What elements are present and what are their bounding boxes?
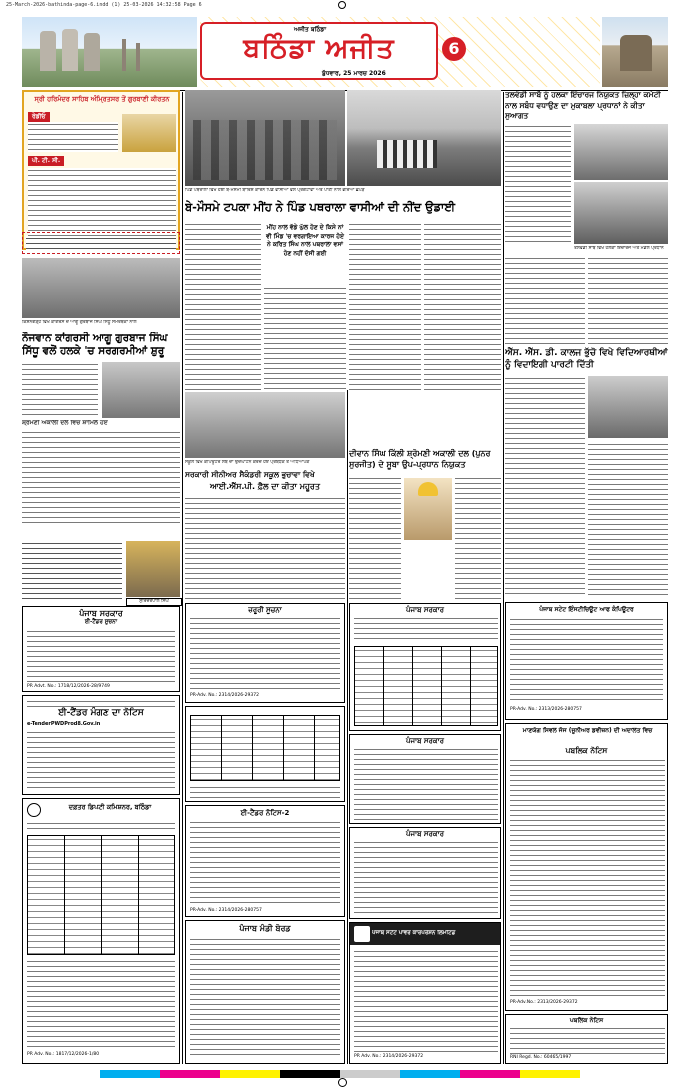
pspcl-title: ਪੰਜਾਬ ਸਟੇਟ ਪਾਵਰ ਕਾਰਪੋਰੇਸ਼ਨ ਲਿਮਟਿਡ: [372, 930, 456, 936]
ad-public-notice: [505, 723, 668, 1011]
notice-etender-2: [185, 805, 345, 917]
congress-headline: ਨੌਜਵਾਨ ਕਾਂਗਰਸੀ ਆਗੂ ਗੁਰਬਾਜ ਸਿੰਘ ਸਿੱਧੂ ਵਲੋਂ ਹਲਕੇ 'ਚ ਸਰਗਰਮੀਆਂ ਸ਼ੁਰੂ: [22, 332, 168, 357]
surinderpal-caption: ਸੁਰਿੰਦਰਪਾਲ ਸਿੰਘ: [126, 598, 182, 606]
talwandi-leader-photo-1: [574, 124, 668, 180]
masthead-brand-small: ਅਜੀਤ ਬਠਿੰਡਾ: [294, 26, 327, 33]
ad-bottom-title: ਪਬਲਿਕ ਨੋਟਿਸ: [569, 1017, 604, 1024]
column-rule: [503, 92, 504, 1064]
talwandi-leader-photo-2: [574, 182, 668, 244]
school-photo-caption: ਸਕੂਲ ਵਿਖੇ ਕੰਪਿਊਟਰ ਲੈਬ ਦਾ ਉਦਘਾਟਨ ਕਰਦੇ ਹੋਏ ਪ੍ਰਬੰਧਕ ਤੇ ਅਧਿਆਪਕ: [185, 460, 310, 465]
ad-etender: [22, 695, 180, 795]
pathrala-photo-caption: ਪਿੰਡ ਪਥਰਾਲਾ ਵਿਖੇ ਹੋਈ ਬੇ-ਮੌਸਮੀ ਬਾਰਿਸ਼ ਕਾਰਨ ਪਿੰਡ ਵਾਸੀਆਂ ਵਲੋਂ ਪ੍ਰਗਟਾਵਾ ਅਤੇ ਪਾਣੀ ਨਾਲ ਭਰਿਆ ਛੱਪੜ: [185, 188, 365, 193]
kirtan-box-title: ਸ੍ਰੀ ਹਰਿਮੰਦਰ ਸਾਹਿਬ ਅੰਮ੍ਰਿਤਸਰ ਤੋਂ ਗੁਰਬਾਣੀ ਕੀਰਤਨ: [34, 95, 170, 103]
ad-computer-institute: [505, 602, 668, 720]
ad-etender-title: ਈ-ਟੈਂਡਰ ਮੰਗਣ ਦਾ ਨੋਟਿਸ: [58, 708, 144, 718]
ad-punjab-sarkar-subtitle: ਈ-ਟੈਂਡਰ ਸੂਚਨਾ: [84, 619, 118, 625]
talwandi-photo-caption: ਤਲਵੰਡੀ ਸਾਬੋ ਵਿਖੇ ਹਲਕਾ ਇੰਚਾਰਜ ਅਤੇ ਮੰਡਲ ਪ੍ਰਧਾਨ: [574, 246, 664, 251]
masthead-title-block: [200, 22, 438, 80]
ad-public-notice-title: ਪਬਲਿਕ ਨੋਟਿਸ: [565, 746, 608, 755]
congress-photo-caption: ਕਿਸ਼ਨਗੜ੍ਹ ਵਿਖੇ ਕਾਂਗਰਸ ਦੇ ਆਗੂ ਗੁਰਬਾਜ ਸਿੰਘ ਸਿੱਧੂ ਸਮਰਥਕਾਂ ਨਾਲ: [22, 320, 137, 325]
college-headline: ਐੱਸ. ਐੱਸ. ਡੀ. ਕਾਲਜ ਭੁੱਚੋ ਵਿਖੇ ਵਿਦਿਆਰਥੀਆਂ ਨੂੰ ਵਿਦਾਇਗੀ ਪਾਰਟੀ ਦਿੱਤੀ: [505, 348, 668, 370]
ad-bottom-ref: RNI Regd. No.: 60465/1997: [510, 1055, 572, 1060]
ad-punjab-sarkar: [22, 606, 180, 692]
column-rule: [182, 92, 183, 1064]
school-subhead: ਆਈ.ਐੱਸ.ਪੀ. ਫ਼ੈਲ ਦਾ ਕੀਤਾ ਮਹੂਰਤ: [210, 482, 320, 491]
pull-quote-box: [264, 222, 346, 282]
pspcl-logo-icon: [354, 926, 370, 942]
ad-public-notice-ref: PR-Adv.No.: 2313/2026-29372: [510, 1000, 578, 1005]
page-number: 6: [448, 39, 460, 58]
school-lab-photo: [185, 392, 345, 458]
ad-institute-title: ਪੰਜਾਬ ਸਟੇਟ ਇੰਸਟੀਚਿਊਟ ਆਫ ਕੰਪਿਊਟਰ: [539, 606, 634, 613]
masthead: [22, 17, 668, 91]
pull-quote: ਮੀਂਹ ਨਾਲ ਵੱਡੇ ਘੁੱਲ ਹੋਣ ਦੇ ਕਿਸੇ ਨਾਂ ਵੀ ਮਿੰਡ 'ਚ ਵਰਗਾਇਆ ਕਾਰਜ ਹੋਏ ਨੇ ਕਰਿਤ ਸਿੰਘ ਨਾਲ ਪਥਰਾਲਾ ਵਸਾਂ ਹੋਣ ਨਹੀਂ ਦੱਸੀ ਗਈ: [266, 224, 344, 257]
right-headline-top: ਤਲਵੰਡੀ ਸਾਬੋ ਨੂੰ ਹਲਕਾ ਇੰਚਾਰਜ ਨਿਯੁਕਤ ਜ਼ਿਲ੍ਹਾ ਕਮੇਟੀ ਨਾਲ ਸਬੰਧ ਵਧਾਉਣ ਦਾ ਮੁਕਾਬਲਾ ਪ੍ਰਧਾਨਾਂ ਨੇ ਕੀਤਾ ਸੁਆਗਤ: [505, 90, 661, 120]
akali-subbox-headline: ਸ਼੍ਰੋਮਣੀ ਅਕਾਲੀ ਦਲ ਵਿਚ ਸ਼ਾਮਿਲ ਹੋਏ: [22, 420, 108, 426]
color-registration-bar: [100, 1070, 580, 1078]
ad-dc-table: [27, 835, 175, 955]
emblem-icon: [27, 803, 41, 817]
ad-punjab-sarkar-title: ਪੰਜਾਬ ਸਰਕਾਰ: [79, 609, 123, 618]
notice-punjab-3-title: ਪੰਜਾਬ ਸਰਕਾਰ: [405, 830, 444, 838]
masthead-title: ਬਠਿੰਡਾ ਅਜੀਤ: [243, 33, 395, 64]
notice-punjab-2-title: ਪੰਜਾਬ ਸਰਕਾਰ: [405, 737, 444, 745]
kirtan-radio-label: ਰੇਡੀਓ: [28, 112, 50, 122]
akali-headline: ਦੀਵਾਨ ਸਿੰਘ ਕਿੱਲੀ ਸ਼੍ਰੋਮਣੀ ਅਕਾਲੀ ਦਲ (ਪੁਨਰ ਸੁਰਜੀਤ) ਦੇ ਸੂਬਾ ਉਪ-ਪ੍ਰਧਾਨ ਨਿਯੁਕਤ: [349, 449, 491, 469]
surinderpal-photo: [126, 541, 180, 597]
notice-etender-2-ref: PR-Adv. No.: 2314/2026-280757: [190, 908, 262, 913]
registration-mark-icon: [338, 1078, 347, 1087]
kirtan-bottom-box: [22, 232, 180, 254]
notice-table: [185, 706, 345, 802]
notice-publicity-ref: PR-Adv. No.: 2314/2026-29372: [190, 693, 259, 698]
column-rule: [347, 390, 348, 1064]
notice-publicity: [185, 603, 345, 703]
ad-deputy-commissioner: [22, 798, 180, 1064]
notice-pspcl: [349, 922, 501, 1064]
akali-group-photo: [102, 362, 180, 418]
notice-etender-2-title: ਈ-ਟੈਂਡਰ ਨੋਟਿਸ-2: [240, 809, 290, 817]
notice-punjab-sarkar-center: [349, 603, 501, 731]
print-slug: 25-March-2026-bathinda-page-6.indd (1) 25-03-2026 14:32:58 Page 6: [6, 2, 202, 8]
ad-bottom-notice: [505, 1014, 668, 1064]
registration-mark-icon: [338, 1, 346, 9]
ad-dc-ref: PR Adv. No.: 1817/12/2026-1/80: [27, 1052, 100, 1057]
kirtan-box: [22, 90, 180, 250]
power-plant-photo: [22, 17, 197, 87]
left-news-headline-2: [22, 529, 180, 539]
main-headline: ਬੇ-ਮੌਸਮੇ ਟਪਕਾ ਮੀਂਹ ਨੇ ਪਿੰਡ ਪਥਰਾਲਾ ਵਾਸੀਆਂ ਦੀ ਨੀਂਦ ਉਡਾਈ: [185, 200, 455, 214]
ad-dc-title: ਦਫ਼ਤਰ ਡਿਪਟੀ ਕਮਿਸ਼ਨਰ, ਬਠਿੰਡਾ: [68, 803, 152, 811]
notice-mandi-board-title: ਪੰਜਾਬ ਮੰਡੀ ਬੋਰਡ: [239, 924, 291, 933]
school-headline: ਸਰਕਾਰੀ ਸੀਨੀਅਰ ਸੈਕੰਡਰੀ ਸਕੂਲ ਭੁਚਾਵਾ ਵਿਖੇ: [185, 470, 315, 479]
ad-public-notice-head: ਮਾਣਯੋਗ ਸਿਵਲ ਜੱਜ (ਜੂਨੀਅਰ ਡਵੀਜ਼ਨ) ਦੀ ਅਦਾਲਤ ਵਿਚ: [522, 727, 653, 734]
notice-punjab-sarkar-2: [349, 734, 501, 824]
notice-mandi-board: [185, 920, 345, 1064]
masthead-date: ਬੁੱਧਵਾਰ, 25 ਮਾਰਚ 2026: [322, 70, 386, 77]
pathrala-group-photo: [185, 90, 345, 186]
golden-temple-photo: [122, 114, 176, 152]
pspcl-ref: PR Adv. No.: 2314/2026-29372: [354, 1054, 424, 1059]
monument-photo: [602, 17, 668, 87]
flooded-pond-photo: [347, 90, 501, 186]
kirtan-tv-label: ਪੀ. ਟੀ. ਸੀ.: [28, 156, 64, 166]
ad-punjab-sarkar-ref: PR Advt. No.: 1718/12/2026-28/9749: [27, 684, 110, 689]
notice-punjab-center-title: ਪੰਜਾਬ ਸਰਕਾਰ: [405, 606, 444, 614]
ad-institute-ref: PR-Adv. No.: 2313/2026-280757: [510, 707, 582, 712]
ad-etender-ref: e-TenderPWDProd8.Gov.in: [27, 721, 101, 727]
notice-publicity-title: ਜ਼ਰੂਰੀ ਸੂਚਨਾ: [248, 606, 282, 614]
diwan-singh-photo: [404, 478, 452, 540]
notice-punjab-sarkar-3: [349, 827, 501, 919]
college-farewell-photo: [588, 376, 668, 438]
congress-leader-photo: [22, 258, 180, 318]
